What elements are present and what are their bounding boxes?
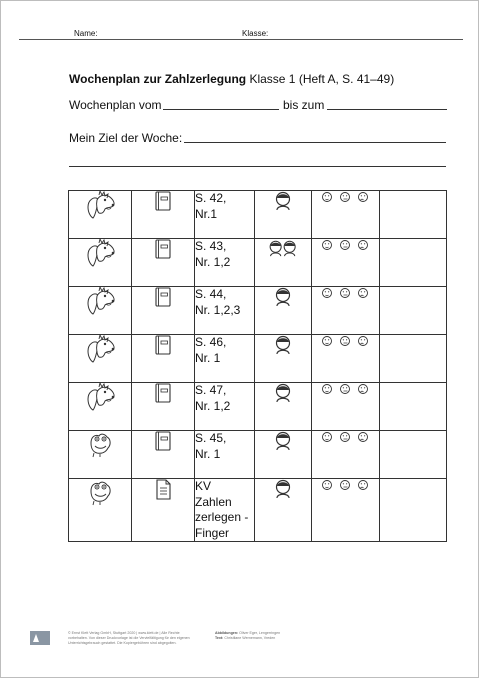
self-assessment-cell[interactable] bbox=[312, 191, 380, 239]
dog-icon bbox=[83, 191, 117, 221]
social-form-cell bbox=[255, 239, 312, 287]
task-cell bbox=[195, 383, 255, 431]
goal-field-line-1[interactable] bbox=[184, 142, 446, 143]
animal-cell bbox=[69, 479, 132, 542]
social-form-cell bbox=[255, 383, 312, 431]
workbook-icon bbox=[155, 383, 172, 404]
neutral-smiley-icon bbox=[340, 385, 349, 394]
table-row bbox=[69, 191, 447, 239]
rating-smileys bbox=[321, 479, 371, 491]
self-assessment-cell[interactable] bbox=[312, 239, 380, 287]
task-text-line: Nr. 1,2 bbox=[195, 398, 231, 413]
table-row bbox=[69, 383, 447, 431]
goal-field-line-2[interactable] bbox=[69, 166, 446, 167]
task-cell bbox=[195, 239, 255, 287]
task-text-line: Nr. 1 bbox=[195, 446, 221, 461]
week-from-field[interactable] bbox=[163, 109, 279, 110]
task-cell bbox=[195, 335, 255, 383]
happy-smiley-icon bbox=[322, 385, 331, 394]
animal-cell bbox=[69, 287, 132, 335]
page-title bbox=[69, 72, 394, 86]
material-cell bbox=[132, 431, 195, 479]
sad-smiley-icon bbox=[358, 385, 367, 394]
table-row bbox=[69, 431, 447, 479]
task-text-line: S. 44, bbox=[195, 287, 227, 301]
header-line bbox=[19, 39, 463, 40]
task-text-line: S. 43, bbox=[195, 239, 227, 253]
table-row bbox=[69, 335, 447, 383]
single-person-icon bbox=[274, 431, 292, 451]
check-cell[interactable] bbox=[380, 479, 447, 542]
task-cell bbox=[195, 431, 255, 479]
rating-smileys bbox=[321, 239, 371, 251]
task-text-line: Nr.1 bbox=[195, 206, 218, 221]
dog-icon bbox=[83, 287, 117, 317]
neutral-smiley-icon bbox=[340, 481, 349, 490]
task-text-line: Nr. 1,2 bbox=[195, 254, 231, 269]
task-text-line: zerlegen - bbox=[195, 510, 249, 524]
material-cell bbox=[132, 479, 195, 542]
dog-icon bbox=[83, 239, 117, 269]
material-cell bbox=[132, 335, 195, 383]
animal-cell bbox=[69, 383, 132, 431]
task-cell bbox=[195, 287, 255, 335]
animal-cell bbox=[69, 335, 132, 383]
neutral-smiley-icon bbox=[340, 193, 349, 202]
workbook-icon bbox=[155, 287, 172, 308]
check-cell[interactable] bbox=[380, 335, 447, 383]
self-assessment-cell[interactable] bbox=[312, 335, 380, 383]
sad-smiley-icon bbox=[358, 289, 367, 298]
rating-smileys bbox=[321, 431, 371, 443]
task-text-line: S. 47, bbox=[195, 383, 227, 397]
table-row bbox=[69, 239, 447, 287]
neutral-smiley-icon bbox=[340, 433, 349, 442]
week-to-label: bis zum bbox=[283, 98, 325, 112]
sad-smiley-icon bbox=[358, 337, 367, 346]
happy-smiley-icon bbox=[322, 289, 331, 298]
happy-smiley-icon bbox=[322, 337, 331, 346]
dog-icon bbox=[83, 335, 117, 365]
material-cell bbox=[132, 191, 195, 239]
self-assessment-cell[interactable] bbox=[312, 431, 380, 479]
footer-credits-line-2: Text: Christliane Wernemann, Vreden bbox=[215, 636, 276, 640]
material-cell bbox=[132, 287, 195, 335]
happy-smiley-icon bbox=[322, 433, 331, 442]
animal-cell bbox=[69, 191, 132, 239]
rating-smileys bbox=[321, 287, 371, 299]
social-form-cell bbox=[255, 431, 312, 479]
social-form-cell bbox=[255, 335, 312, 383]
self-assessment-cell[interactable] bbox=[312, 479, 380, 542]
footer-copyright-line-1: © Ernst Klett Verlag GmbH, Stuttgart 2020 | www.klett.de | Alle Rechte bbox=[68, 631, 180, 635]
sad-smiley-icon bbox=[358, 481, 367, 490]
task-text-line: Finger bbox=[195, 525, 230, 540]
frog-icon bbox=[85, 431, 115, 459]
rating-smileys bbox=[321, 335, 371, 347]
workbook-icon bbox=[155, 335, 172, 356]
footer-credits bbox=[215, 631, 280, 641]
task-text-line: Nr. 1 bbox=[195, 350, 221, 365]
workbook-icon bbox=[155, 431, 172, 452]
worksheet-icon bbox=[155, 479, 172, 500]
material-cell bbox=[132, 239, 195, 287]
task-text-line: S. 45, bbox=[195, 431, 227, 445]
single-person-icon bbox=[274, 191, 292, 211]
week-to-field[interactable] bbox=[327, 109, 447, 110]
material-cell bbox=[132, 383, 195, 431]
klett-logo-text: Klett bbox=[52, 637, 61, 642]
check-cell[interactable] bbox=[380, 191, 447, 239]
rating-smileys bbox=[321, 383, 371, 395]
sad-smiley-icon bbox=[358, 193, 367, 202]
task-text-line: S. 42, bbox=[195, 191, 227, 205]
workbook-icon bbox=[155, 239, 172, 260]
name-label: Name: bbox=[74, 29, 98, 38]
week-from-label: Wochenplan vom bbox=[69, 98, 162, 112]
task-cell bbox=[195, 479, 255, 542]
rating-smileys bbox=[321, 191, 371, 203]
neutral-smiley-icon bbox=[340, 241, 349, 250]
sad-smiley-icon bbox=[358, 241, 367, 250]
task-cell bbox=[195, 191, 255, 239]
single-person-icon bbox=[274, 383, 292, 403]
workbook-icon bbox=[155, 191, 172, 212]
title-rest: Klasse 1 (Heft A, S. 41–49) bbox=[246, 72, 395, 86]
footer-copyright bbox=[68, 631, 190, 646]
social-form-cell bbox=[255, 191, 312, 239]
animal-cell bbox=[69, 431, 132, 479]
happy-smiley-icon bbox=[322, 193, 331, 202]
single-person-icon bbox=[274, 335, 292, 355]
happy-smiley-icon bbox=[322, 241, 331, 250]
single-person-icon bbox=[274, 479, 292, 499]
self-assessment-cell[interactable] bbox=[312, 287, 380, 335]
task-text-line: KV bbox=[195, 479, 212, 493]
task-text-line: S. 46, bbox=[195, 335, 227, 349]
check-cell[interactable] bbox=[380, 383, 447, 431]
task-text-line: Zahlen bbox=[195, 494, 232, 509]
check-cell[interactable] bbox=[380, 287, 447, 335]
footer-copyright-line-2: vorbehalten. Von dieser Druckvorlage ist die Vervielfältigung für den eigenen bbox=[68, 636, 190, 640]
goal-label: Mein Ziel der Woche: bbox=[69, 131, 183, 145]
frog-icon bbox=[85, 479, 115, 507]
neutral-smiley-icon bbox=[340, 289, 349, 298]
title-bold: Wochenplan zur Zahlzerlegung bbox=[69, 72, 247, 86]
animal-cell bbox=[69, 239, 132, 287]
check-cell[interactable] bbox=[380, 431, 447, 479]
partner-icon bbox=[268, 239, 298, 261]
footer-credits-line-1: Abbildungen: Oliver Eger, Lengerringen bbox=[215, 631, 281, 635]
footer-copyright-line-3: Unterrichtsgebrauch gestattet. Die Kopiergebühren sind abgegolten. bbox=[68, 641, 177, 645]
neutral-smiley-icon bbox=[340, 337, 349, 346]
social-form-cell bbox=[255, 287, 312, 335]
class-label: Klasse: bbox=[242, 29, 269, 38]
social-form-cell bbox=[255, 479, 312, 542]
klett-logo-icon bbox=[30, 631, 50, 645]
dog-icon bbox=[83, 383, 117, 413]
task-text-line: Nr. 1,2,3 bbox=[195, 302, 241, 317]
single-person-icon bbox=[274, 287, 292, 307]
table-row bbox=[69, 287, 447, 335]
task-table bbox=[68, 190, 447, 542]
happy-smiley-icon bbox=[322, 481, 331, 490]
table-row bbox=[69, 479, 447, 542]
check-cell[interactable] bbox=[380, 239, 447, 287]
self-assessment-cell[interactable] bbox=[312, 383, 380, 431]
sad-smiley-icon bbox=[358, 433, 367, 442]
